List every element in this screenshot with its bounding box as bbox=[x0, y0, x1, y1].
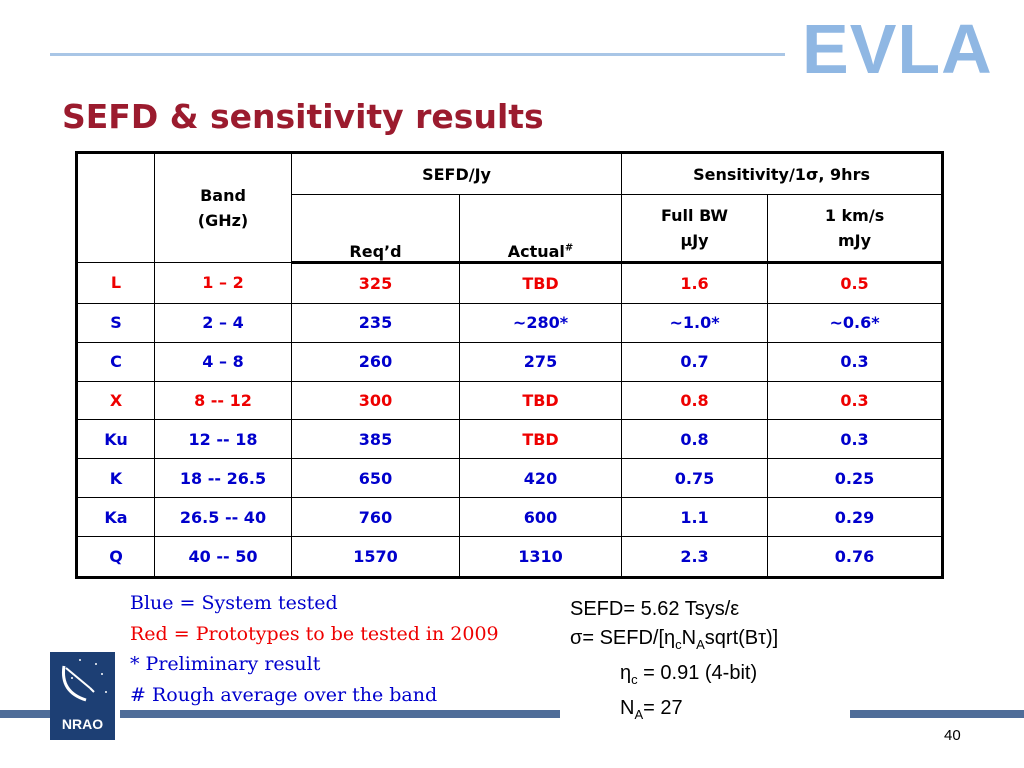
fullbw-cell: 0.75 bbox=[622, 459, 768, 498]
fullbw-header-line1: Full BW bbox=[661, 206, 729, 225]
fullbw-cell: 1.6 bbox=[622, 263, 768, 304]
evla-logo: EVLA bbox=[802, 10, 993, 88]
actual-cell: 1310 bbox=[460, 537, 622, 578]
formula-line-3-b: = 0.91 (4-bit) bbox=[637, 662, 758, 684]
legend-blue: Blue = System tested bbox=[130, 592, 338, 614]
formula-line-2-sub1: c bbox=[675, 637, 682, 652]
band-header-line2: (GHz) bbox=[197, 211, 249, 230]
band-name-cell: Q bbox=[77, 537, 155, 578]
req-cell: 650 bbox=[292, 459, 460, 498]
band-name-cell: C bbox=[77, 342, 155, 381]
actual-header-marker: # bbox=[564, 242, 574, 254]
formula-line-2-b: N bbox=[681, 627, 697, 649]
fullbw-cell: ~1.0* bbox=[622, 303, 768, 342]
top-divider-line bbox=[50, 53, 785, 56]
kms-header-cell bbox=[768, 195, 943, 263]
table-row-ka bbox=[77, 498, 943, 537]
kms-cell: 0.25 bbox=[768, 459, 943, 498]
footer-bar-left bbox=[0, 710, 50, 718]
band-name-cell: X bbox=[77, 381, 155, 420]
actual-cell: TBD bbox=[460, 420, 622, 459]
formula-line-4-a: N bbox=[620, 697, 635, 719]
band-name-cell: Ka bbox=[77, 498, 155, 537]
band-range-cell: 8 -- 12 bbox=[155, 381, 292, 420]
band-name-cell: K bbox=[77, 459, 155, 498]
band-range-cell: 18 -- 26.5 bbox=[155, 459, 292, 498]
sensitivity-formula bbox=[570, 595, 778, 729]
formula-line-3-a: η bbox=[620, 662, 632, 684]
kms-cell: 0.3 bbox=[768, 381, 943, 420]
formula-line-2-a: σ= SEFD/[η bbox=[570, 627, 676, 649]
legend-star: * Preliminary result bbox=[130, 653, 321, 675]
req-cell: 760 bbox=[292, 498, 460, 537]
nrao-logo bbox=[50, 652, 115, 740]
radio-dish-icon bbox=[50, 652, 115, 714]
req-header: Req’d bbox=[292, 195, 460, 263]
req-cell: 260 bbox=[292, 342, 460, 381]
kms-header-line2: mJy bbox=[837, 231, 872, 250]
table-row-s bbox=[77, 303, 943, 342]
fullbw-header-cell bbox=[622, 195, 768, 263]
fullbw-cell: 1.1 bbox=[622, 498, 768, 537]
kms-cell: 0.29 bbox=[768, 498, 943, 537]
band-header-line1: Band bbox=[200, 186, 246, 205]
fullbw-cell: 0.7 bbox=[622, 342, 768, 381]
actual-cell: TBD bbox=[460, 263, 622, 304]
page-number: 40 bbox=[944, 727, 961, 744]
header-name-cell bbox=[77, 153, 155, 263]
kms-header-line1: 1 km/s bbox=[824, 206, 885, 225]
req-cell: 1570 bbox=[292, 537, 460, 578]
req-cell: 385 bbox=[292, 420, 460, 459]
kms-cell: 0.5 bbox=[768, 263, 943, 304]
formula-line-3 bbox=[570, 659, 778, 694]
formula-line-4-sub: A bbox=[634, 707, 644, 722]
band-range-cell: 40 -- 50 bbox=[155, 537, 292, 578]
formula-line-2-c: sqrt(Bτ)] bbox=[704, 627, 779, 649]
band-name-cell: S bbox=[77, 303, 155, 342]
table-header-row-1 bbox=[77, 153, 943, 195]
band-name-cell: L bbox=[77, 263, 155, 304]
fullbw-cell: 0.8 bbox=[622, 381, 768, 420]
table-row-l bbox=[77, 263, 943, 304]
kms-cell: 0.76 bbox=[768, 537, 943, 578]
band-range-cell: 1 – 2 bbox=[155, 263, 292, 304]
legend-hash: # Rough average over the band bbox=[130, 683, 438, 706]
formula-line-3-sub: c bbox=[631, 672, 638, 687]
sefd-sensitivity-table bbox=[75, 151, 944, 579]
req-cell: 325 bbox=[292, 263, 460, 304]
kms-cell: 0.3 bbox=[768, 420, 943, 459]
table-row-q bbox=[77, 537, 943, 578]
color-legend bbox=[130, 588, 499, 710]
req-cell: 300 bbox=[292, 381, 460, 420]
req-cell: 235 bbox=[292, 303, 460, 342]
actual-cell: TBD bbox=[460, 381, 622, 420]
header-band-cell bbox=[155, 153, 292, 263]
fullbw-cell: 2.3 bbox=[622, 537, 768, 578]
formula-line-1: SEFD= 5.62 Tsys/ε bbox=[570, 598, 740, 620]
actual-cell: 420 bbox=[460, 459, 622, 498]
legend-red: Red = Prototypes to be tested in 2009 bbox=[130, 622, 499, 645]
fullbw-cell: 0.8 bbox=[622, 420, 768, 459]
actual-header-cell bbox=[460, 195, 622, 263]
table-row-ku bbox=[77, 420, 943, 459]
slide-title: SEFD & sensitivity results bbox=[62, 97, 544, 136]
formula-line-4 bbox=[570, 694, 778, 729]
band-range-cell: 4 – 8 bbox=[155, 342, 292, 381]
formula-line-2 bbox=[570, 624, 778, 659]
formula-line-4-b: = 27 bbox=[643, 697, 683, 719]
nrao-logo-text: NRAO bbox=[61, 716, 104, 732]
kms-cell: 0.3 bbox=[768, 342, 943, 381]
actual-cell: 600 bbox=[460, 498, 622, 537]
table-row-k bbox=[77, 459, 943, 498]
kms-cell: ~0.6* bbox=[768, 303, 943, 342]
footer-bar-right bbox=[850, 710, 1024, 718]
actual-cell: 275 bbox=[460, 342, 622, 381]
band-range-cell: 2 – 4 bbox=[155, 303, 292, 342]
sensitivity-header: Sensitivity/1σ, 9hrs bbox=[622, 153, 943, 195]
table-row-x bbox=[77, 381, 943, 420]
footer-bar bbox=[120, 710, 560, 718]
band-range-cell: 26.5 -- 40 bbox=[155, 498, 292, 537]
band-name-cell: Ku bbox=[77, 420, 155, 459]
sefd-header: SEFD/Jy bbox=[292, 153, 622, 195]
actual-cell: ~280* bbox=[460, 303, 622, 342]
actual-header: Actual bbox=[507, 242, 565, 261]
fullbw-header-line2: μJy bbox=[680, 231, 709, 250]
band-range-cell: 12 -- 18 bbox=[155, 420, 292, 459]
table-row-c bbox=[77, 342, 943, 381]
formula-line-2-sub2: A bbox=[696, 637, 705, 652]
